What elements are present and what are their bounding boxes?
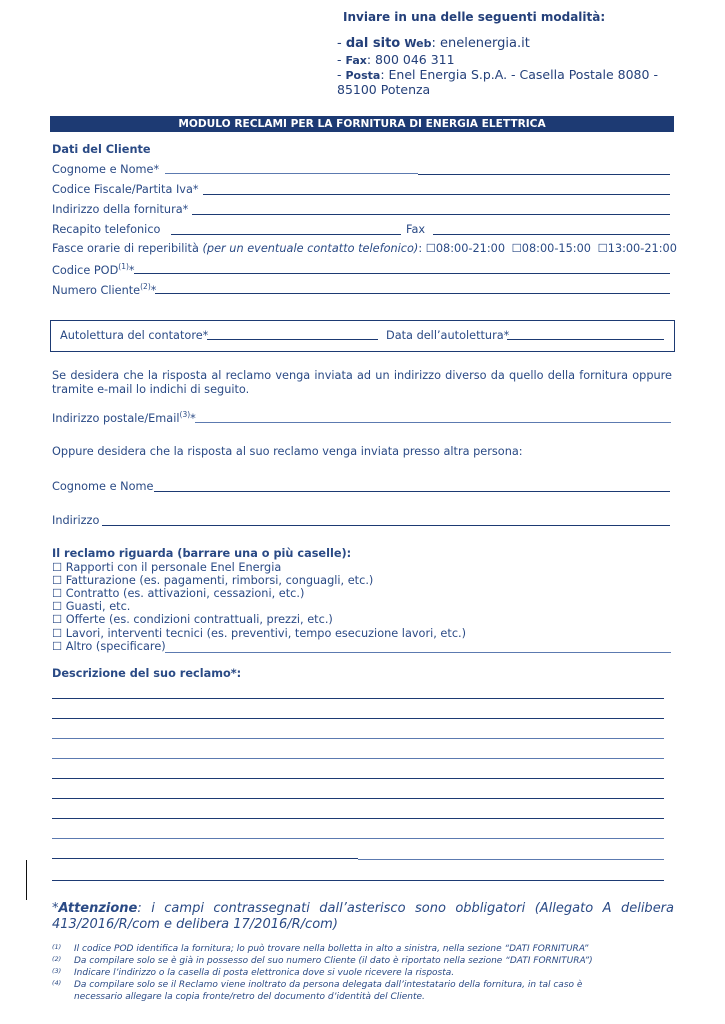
topic-checkbox-billing[interactable]: ☐ Fatturazione (es. pagamenti, rimborsi, conguagli, etc.) <box>52 574 374 587</box>
topic-checkbox-offers[interactable]: ☐ Offerte (es. condizioni contrattuali, prezzi, etc.) <box>52 613 333 626</box>
pod-field-line[interactable] <box>134 273 670 274</box>
send-web-line: - dal sito Web: enelenergia.it <box>337 36 530 51</box>
description-line-7[interactable] <box>52 818 664 819</box>
other-person-address-field-line[interactable] <box>102 525 670 526</box>
reply-email-label: Indirizzo postale/Email$^{(3)}$* <box>52 410 196 425</box>
availability-hours-label: Fasce orarie di reperibilità <box>52 242 203 255</box>
supply-address-label: Indirizzo della fornitura* <box>52 203 189 216</box>
reply-address-instructions: Se desidera che la risposta al reclamo venga inviata ad un indirizzo diverso da quello della fornitura oppure tramite e-mail lo indichi di seguito. <box>52 369 672 396</box>
phone-field-line[interactable] <box>171 234 401 235</box>
hours-option-08-21[interactable]: ☐08:00-21:00 <box>425 242 506 255</box>
attention-text: : i campi contrassegnati dall’asterisco sono obbligatori (Allegato A delibera 413/2016/R/com e delibera 17/2016/R/com) <box>52 901 674 932</box>
description-line-5[interactable] <box>52 778 664 779</box>
hours-option-13-21[interactable]: ☐13:00-21:00 <box>597 242 677 255</box>
description-heading: Descrizione del suo reclamo*: <box>52 667 242 680</box>
availability-hours-row: Fasce orarie di reperibilità (per un eventuale contatto telefonico): ☐08:00-21:00 ☐08:00-15:00 ☐13:00-21:00 <box>52 242 677 255</box>
availability-hours-note: (per un eventuale contatto telefonico) <box>202 242 419 255</box>
fax-label: Fax <box>406 223 426 236</box>
phone-label: Recapito telefonico <box>52 223 161 236</box>
client-number-field-line[interactable] <box>155 293 670 294</box>
other-person-address-label: Indirizzo <box>52 514 100 527</box>
topic-checkbox-contract[interactable]: ☐ Contratto (es. attivazioni, cessazioni, etc.) <box>52 587 305 600</box>
description-line-8[interactable] <box>52 838 664 839</box>
form-title-banner: MODULO RECLAMI PER LA FORNITURA DI ENERGIA ELETTRICA <box>50 116 674 132</box>
description-line-6[interactable] <box>52 798 664 799</box>
description-line-1[interactable] <box>52 698 664 699</box>
client-number-label: Numero Cliente$^{(2)}$* <box>52 282 157 297</box>
name-label: Cognome e Nome* <box>52 163 160 176</box>
description-line-9a[interactable] <box>52 858 358 859</box>
fax-field-line[interactable] <box>433 234 670 235</box>
other-topic-field-line[interactable] <box>165 652 671 653</box>
pod-label: Codice POD$^{(1)}$* <box>52 262 135 277</box>
topic-checkbox-faults[interactable]: ☐ Guasti, etc. <box>52 600 131 613</box>
attention-word: Attenzione <box>58 901 138 916</box>
description-line-2[interactable] <box>52 718 664 719</box>
topic-checkbox-other[interactable]: ☐ Altro (specificare) <box>52 640 166 653</box>
send-post-line-2: 85100 Potenza <box>337 82 431 97</box>
send-web-bold: dal sito <box>345 36 401 51</box>
other-person-name-field-line[interactable] <box>154 491 670 492</box>
topics-heading: Il reclamo riguarda (barrare una o più caselle): <box>52 547 352 560</box>
name-field-line-a <box>165 173 418 174</box>
supply-address-field-line[interactable] <box>192 214 670 215</box>
name-field-line[interactable] <box>418 174 670 175</box>
send-post-value: : Enel Energia S.p.A. - Casella Postale 8080 - <box>380 67 658 82</box>
send-web-value: : enelenergia.it <box>431 36 530 51</box>
send-post-line: - Posta: Enel Energia S.p.A. - Casella Postale 8080 - <box>337 67 658 82</box>
topic-checkbox-works[interactable]: ☐ Lavori, interventi tecnici (es. preventivi, tempo esecuzione lavori, etc.) <box>52 627 467 640</box>
reading-date-field-line[interactable] <box>507 339 664 340</box>
self-reading-label: Autolettura del contatore* <box>60 329 209 342</box>
fiscal-code-field-line[interactable] <box>203 194 670 195</box>
client-section-heading: Dati del Cliente <box>52 143 151 156</box>
hours-option-08-15[interactable]: ☐08:00-15:00 <box>511 242 591 255</box>
fiscal-code-label: Codice Fiscale/Partita Iva* <box>52 183 199 196</box>
other-person-instructions: Oppure desidera che la risposta al suo reclamo venga inviata presso altra persona: <box>52 445 523 458</box>
send-fax-value: : 800 046 311 <box>366 52 455 67</box>
description-line-4[interactable] <box>52 758 664 759</box>
self-reading-field-line[interactable] <box>207 339 378 340</box>
reading-date-label: Data dell’autolettura* <box>386 329 510 342</box>
topic-checkbox-staff[interactable]: ☐ Rapporti con il personale Enel Energia <box>52 561 282 574</box>
send-fax-line: - Fax: 800 046 311 <box>337 52 455 67</box>
send-instructions-title: Inviare in una delle seguenti modalità: <box>343 10 606 24</box>
text-cursor-marker <box>26 860 27 900</box>
attention-note: *Attenzione: i campi contrassegnati dall’asterisco sono obbligatori (Allegato A delibera 413/2016/R/com e delibera 17/2016/R/com) <box>52 901 674 932</box>
description-line-3[interactable] <box>52 738 664 739</box>
description-line-9b[interactable] <box>358 859 664 860</box>
reply-email-field-line[interactable] <box>195 422 671 423</box>
other-person-name-label: Cognome e Nome <box>52 480 154 493</box>
description-line-10[interactable] <box>52 880 664 881</box>
